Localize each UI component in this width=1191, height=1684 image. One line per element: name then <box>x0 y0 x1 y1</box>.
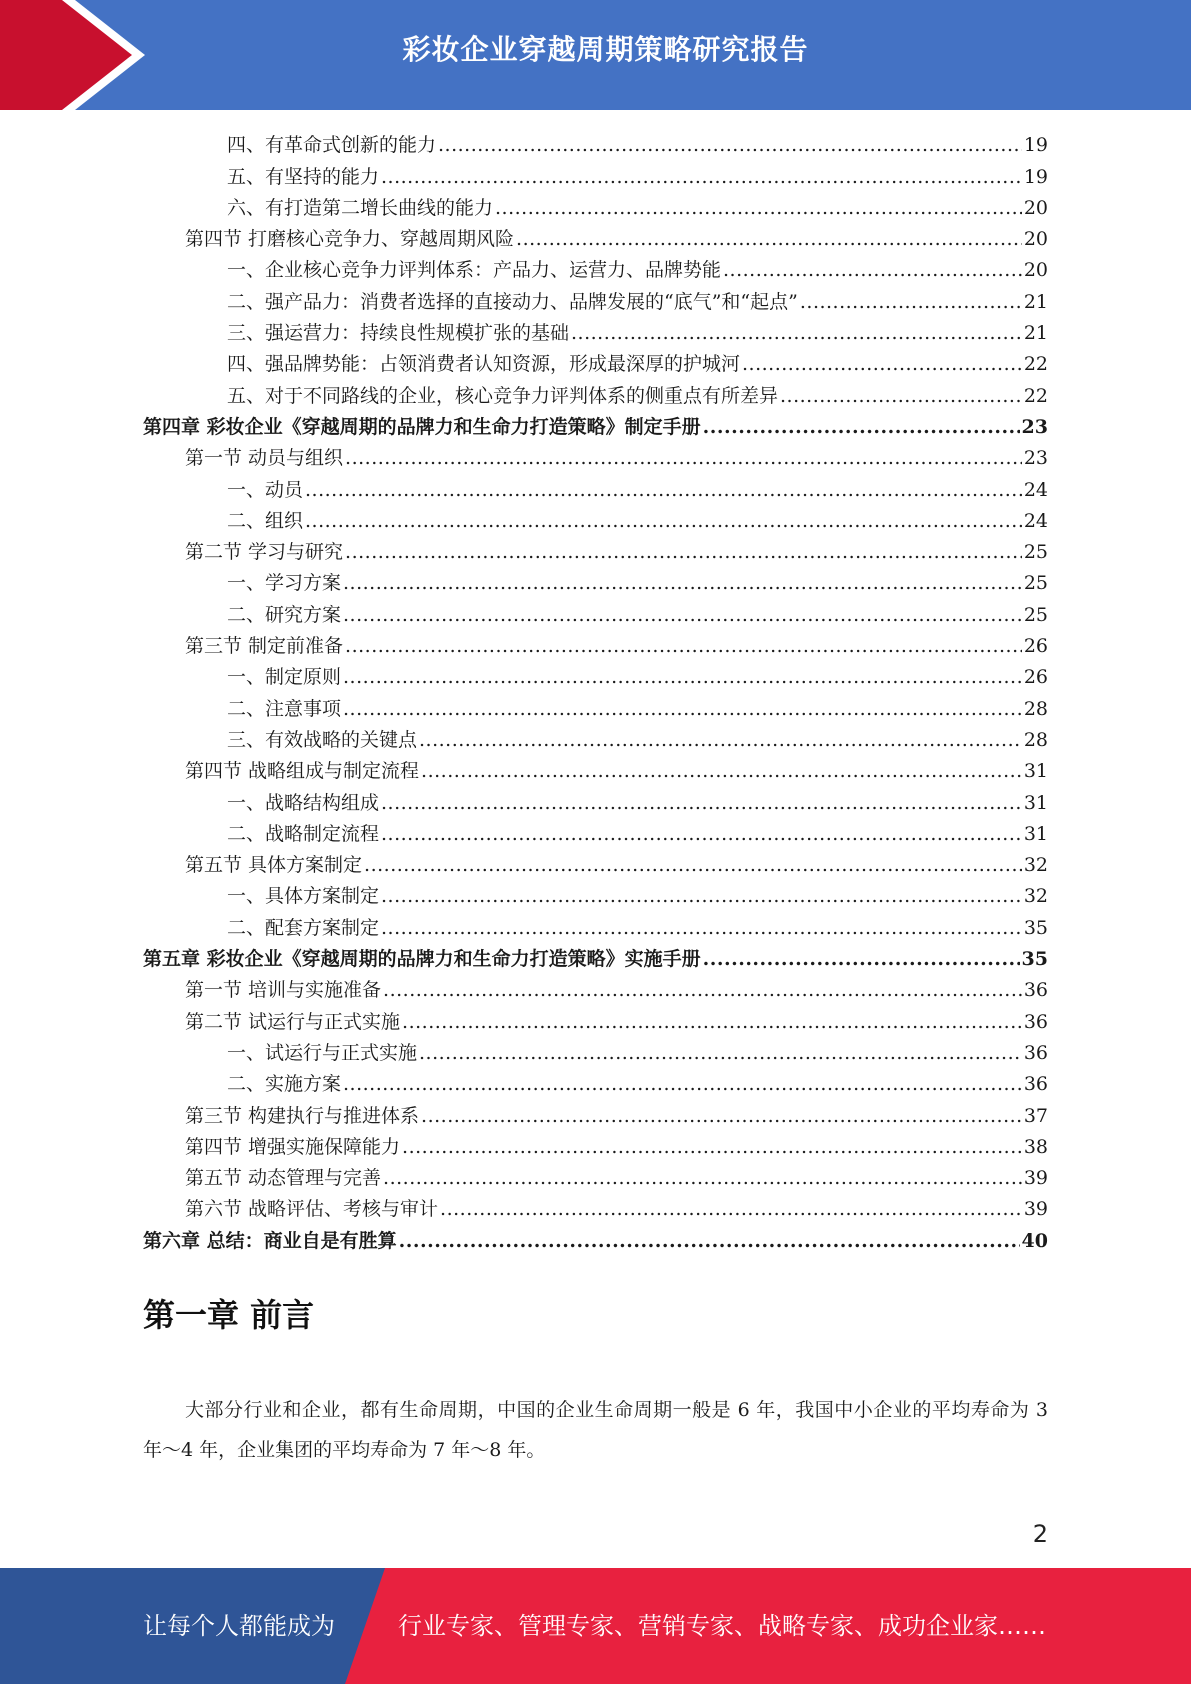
toc-leader-dots <box>516 226 1022 252</box>
toc-entry-title: 第六节 战略评估、考核与审计 <box>185 1198 439 1221</box>
toc-entry-page: 20 <box>1023 228 1048 251</box>
toc-entry-title: 第四节 打磨核心竞争力、穿越周期风险 <box>185 228 515 251</box>
toc-entry-page: 28 <box>1023 697 1048 720</box>
toc-entry[interactable] <box>143 1160 1048 1191</box>
toc-entry-title: 五、有坚持的能力 <box>227 165 380 188</box>
toc-entry-title: 第五节 具体方案制定 <box>185 854 363 877</box>
toc-leader-dots <box>438 132 1022 158</box>
toc-entry-page: 21 <box>1023 322 1048 345</box>
toc-leader-dots <box>703 414 1020 440</box>
toc-entry-page: 22 <box>1023 353 1048 376</box>
toc-entry-title: 一、企业核心竞争力评判体系：产品力、运营力、品牌势能 <box>227 259 722 282</box>
toc-entry[interactable] <box>143 784 1048 815</box>
toc-entry-page: 24 <box>1023 509 1048 532</box>
toc-leader-dots <box>343 696 1022 722</box>
toc-leader-dots <box>381 915 1022 941</box>
toc-leader-dots <box>440 1196 1022 1222</box>
toc-entry-page: 36 <box>1023 1073 1048 1096</box>
toc-entry[interactable] <box>143 878 1048 909</box>
toc-entry[interactable] <box>143 221 1048 252</box>
toc-entry[interactable] <box>143 127 1048 158</box>
toc-entry[interactable] <box>143 596 1048 627</box>
toc-entry[interactable] <box>143 816 1048 847</box>
toc-leader-dots <box>364 852 1022 878</box>
toc-leader-dots <box>421 758 1022 784</box>
toc-entry-page: 36 <box>1023 979 1048 1002</box>
toc-entry[interactable] <box>143 503 1048 534</box>
toc-entry-title: 第四节 战略组成与制定流程 <box>185 760 420 783</box>
page-footer <box>0 1568 1191 1684</box>
toc-leader-dots <box>305 508 1022 534</box>
toc-entry-title: 第四节 增强实施保障能力 <box>185 1135 401 1158</box>
toc-entry-title: 第三节 制定前准备 <box>185 635 344 658</box>
toc-leader-dots <box>780 383 1022 409</box>
toc-entry-title: 第六章 总结：商业自是有胜算 <box>143 1229 397 1252</box>
toc-entry-page: 22 <box>1023 384 1048 407</box>
toc-leader-dots <box>381 790 1022 816</box>
toc-leader-dots <box>343 1071 1022 1097</box>
toc-leader-dots <box>723 257 1022 283</box>
toc-entry-title: 四、有革命式创新的能力 <box>227 134 437 157</box>
toc-entry-page: 31 <box>1023 822 1048 845</box>
toc-leader-dots <box>383 977 1022 1003</box>
toc-entry-page: 20 <box>1023 196 1048 219</box>
table-of-contents <box>143 127 1048 1254</box>
toc-leader-dots <box>381 164 1022 190</box>
toc-entry-title: 三、强运营力：持续良性规模扩张的基础 <box>227 322 570 345</box>
toc-entry-title: 第二节 试运行与正式实施 <box>185 1010 401 1033</box>
toc-entry[interactable] <box>143 972 1048 1003</box>
toc-entry-page: 26 <box>1023 635 1048 658</box>
toc-entry-title: 第三节 构建执行与推进体系 <box>185 1104 420 1127</box>
toc-entry-title: 第二节 学习与研究 <box>185 541 344 564</box>
footer-slogan-right: 行业专家、管理专家、营销专家、战略专家、成功企业家…… <box>398 1612 1046 1640</box>
toc-entry-page: 32 <box>1023 885 1048 908</box>
toc-entry[interactable] <box>143 471 1048 502</box>
toc-leader-dots <box>343 664 1022 690</box>
toc-entry-title: 二、组织 <box>227 509 304 532</box>
toc-leader-dots <box>343 570 1022 596</box>
toc-entry[interactable] <box>143 440 1048 471</box>
toc-entry[interactable] <box>143 377 1048 408</box>
toc-entry[interactable] <box>143 1035 1048 1066</box>
page-header <box>0 0 1191 110</box>
toc-entry-title: 二、实施方案 <box>227 1073 342 1096</box>
toc-entry[interactable] <box>143 283 1048 314</box>
toc-entry[interactable] <box>143 1129 1048 1160</box>
toc-entry-page: 38 <box>1023 1135 1048 1158</box>
toc-entry[interactable] <box>143 1222 1048 1253</box>
toc-entry-title: 第一节 培训与实施准备 <box>185 979 382 1002</box>
toc-entry-page: 31 <box>1023 791 1048 814</box>
toc-entry-title: 二、配套方案制定 <box>227 916 380 939</box>
toc-entry[interactable] <box>143 1097 1048 1128</box>
toc-entry-page: 23 <box>1023 447 1048 470</box>
toc-entry[interactable] <box>143 941 1048 972</box>
toc-entry-page: 39 <box>1023 1167 1048 1190</box>
toc-entry[interactable] <box>143 190 1048 221</box>
toc-entry-page: 31 <box>1023 760 1048 783</box>
toc-leader-dots <box>381 821 1022 847</box>
toc-entry-page: 36 <box>1023 1041 1048 1064</box>
toc-entry-title: 一、战略结构组成 <box>227 791 380 814</box>
body-paragraph: 大部分行业和企业，都有生命周期，中国的企业生命周期一般是 6 年，我国中小企业的平均寿命为 3 年～4 年，企业集团的平均寿命为 7 年～8 年。 <box>143 1399 1048 1461</box>
toc-entry-title: 第四章 彩妆企业《穿越周期的品牌力和生命力打造策略》制定手册 <box>143 415 701 438</box>
toc-leader-dots <box>495 195 1022 221</box>
toc-entry-page: 25 <box>1023 603 1048 626</box>
toc-entry[interactable] <box>143 753 1048 784</box>
toc-entry-page: 35 <box>1021 948 1048 971</box>
toc-leader-dots <box>345 539 1022 565</box>
toc-leader-dots <box>703 946 1020 972</box>
toc-entry[interactable] <box>143 409 1048 440</box>
toc-entry[interactable] <box>143 1066 1048 1097</box>
toc-entry-page: 35 <box>1023 916 1048 939</box>
toc-entry[interactable] <box>143 346 1048 377</box>
toc-entry-title: 一、试运行与正式实施 <box>227 1041 418 1064</box>
toc-entry[interactable] <box>143 690 1048 721</box>
toc-entry[interactable] <box>143 628 1048 659</box>
toc-entry[interactable] <box>143 909 1048 940</box>
toc-entry-title: 一、制定原则 <box>227 666 342 689</box>
report-title: 彩妆企业穿越周期策略研究报告 <box>402 33 809 66</box>
toc-leader-dots <box>381 883 1022 909</box>
toc-leader-dots <box>402 1009 1022 1035</box>
toc-entry-page: 19 <box>1023 165 1048 188</box>
toc-entry-page: 26 <box>1023 666 1048 689</box>
toc-entry-title: 第一节 动员与组织 <box>185 447 344 470</box>
toc-leader-dots <box>345 445 1022 471</box>
toc-entry-title: 三、有效战略的关键点 <box>227 728 418 751</box>
toc-entry-title: 二、注意事项 <box>227 697 342 720</box>
toc-entry-page: 32 <box>1023 854 1048 877</box>
toc-entry-title: 五、对于不同路线的企业，核心竞争力评判体系的侧重点有所差异 <box>227 384 779 407</box>
footer-slogan-left: 让每个人都能成为 <box>143 1612 335 1640</box>
toc-entry-page: 39 <box>1023 1198 1048 1221</box>
toc-entry-page: 25 <box>1023 572 1048 595</box>
toc-entry[interactable] <box>143 1191 1048 1222</box>
toc-entry[interactable] <box>143 847 1048 878</box>
toc-leader-dots <box>399 1228 1020 1254</box>
toc-entry-page: 23 <box>1021 415 1048 438</box>
toc-entry-page: 36 <box>1023 1010 1048 1033</box>
toc-leader-dots <box>419 1040 1022 1066</box>
toc-entry[interactable] <box>143 565 1048 596</box>
toc-leader-dots <box>419 727 1022 753</box>
toc-entry[interactable] <box>143 722 1048 753</box>
toc-entry-page: 19 <box>1023 134 1048 157</box>
toc-entry-page: 21 <box>1023 290 1048 313</box>
toc-leader-dots <box>800 289 1022 315</box>
toc-leader-dots <box>383 1165 1022 1191</box>
toc-entry-title: 一、动员 <box>227 478 304 501</box>
toc-entry-title: 四、强品牌势能：占领消费者认知资源，形成最深厚的护城河 <box>227 353 741 376</box>
page-number: 2 <box>1032 1520 1048 1548</box>
toc-entry-page: 37 <box>1023 1104 1048 1127</box>
toc-entry-title: 二、研究方案 <box>227 603 342 626</box>
toc-entry-title: 第五节 动态管理与完善 <box>185 1167 382 1190</box>
toc-entry-page: 28 <box>1023 728 1048 751</box>
toc-entry[interactable] <box>143 158 1048 189</box>
chapter-title: 第一章 前言 <box>143 1296 315 1334</box>
toc-leader-dots <box>742 351 1022 377</box>
toc-entry-page: 40 <box>1021 1229 1048 1252</box>
toc-entry[interactable] <box>143 534 1048 565</box>
toc-entry-title: 二、强产品力：消费者选择的直接动力、品牌发展的“底气”和“起点” <box>227 290 798 313</box>
toc-entry-title: 一、学习方案 <box>227 572 342 595</box>
toc-leader-dots <box>421 1103 1022 1129</box>
toc-entry-page: 24 <box>1023 478 1048 501</box>
toc-leader-dots <box>402 1134 1022 1160</box>
toc-entry-title: 第五章 彩妆企业《穿越周期的品牌力和生命力打造策略》实施手册 <box>143 948 701 971</box>
toc-entry-title: 一、具体方案制定 <box>227 885 380 908</box>
toc-leader-dots <box>343 602 1022 628</box>
toc-entry[interactable] <box>143 315 1048 346</box>
toc-entry[interactable] <box>143 659 1048 690</box>
toc-leader-dots <box>305 477 1022 503</box>
toc-leader-dots <box>345 633 1022 659</box>
toc-entry-title: 六、有打造第二增长曲线的能力 <box>227 196 494 219</box>
toc-entry-page: 20 <box>1023 259 1048 282</box>
toc-leader-dots <box>571 320 1022 346</box>
toc-entry-page: 25 <box>1023 541 1048 564</box>
toc-entry-title: 二、战略制定流程 <box>227 822 380 845</box>
toc-entry[interactable] <box>143 252 1048 283</box>
toc-entry[interactable] <box>143 1003 1048 1034</box>
